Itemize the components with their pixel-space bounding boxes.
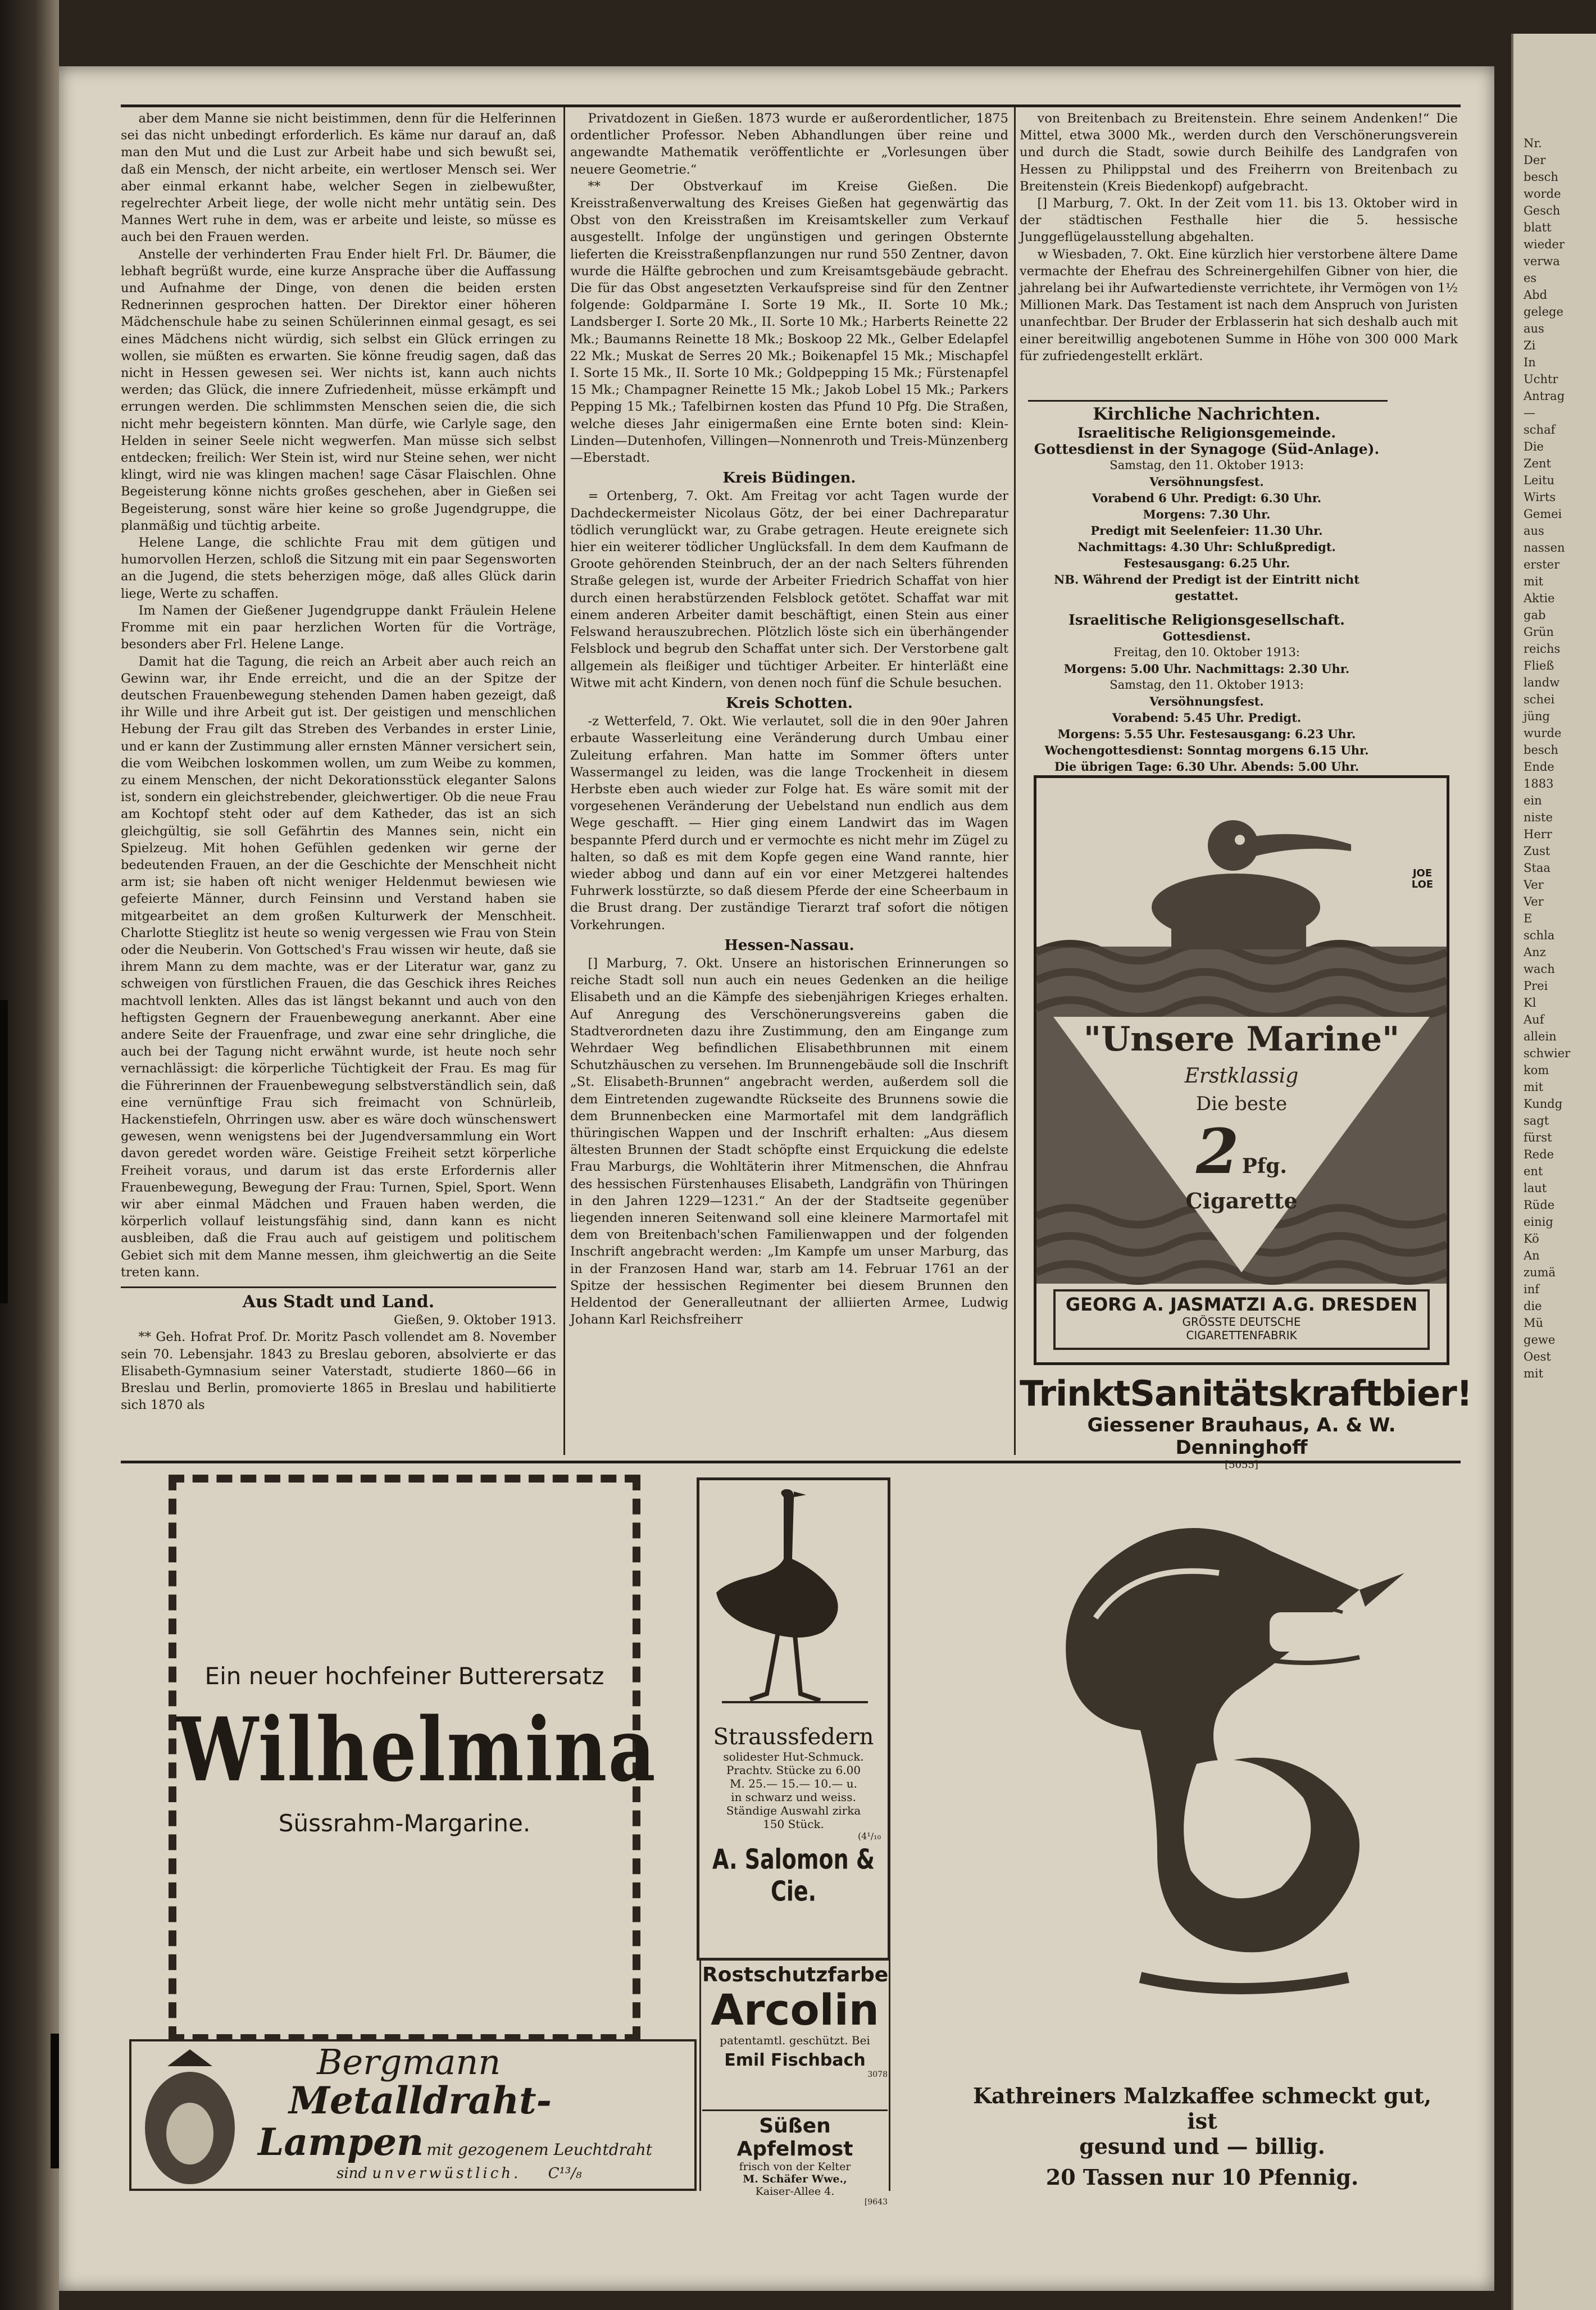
section-heading: Aus Stadt und Land. [242, 1292, 435, 1312]
wilhelmina-margarine-ad [169, 1475, 657, 2042]
next-page-line: Gesch [1524, 204, 1561, 217]
next-page-line: mit [1524, 1080, 1544, 1094]
beer-ad [1020, 1365, 1472, 1471]
ad-tagline: Ein neuer hochfeiner Butterersatz [204, 1662, 604, 1690]
article-paragraph: ** Der Obstverkauf im Kreise Gießen. Die Kreisstraßenverwaltung des Kreises Gießen hat gegenwärtig das Obst von den Kreisstraßen im Kreisamtskeller zum Verkauf ausgestellt. Infolge der ungünstigen und geringen Obsternte lieferten die Kreisstraßenpflanzungen nur rund 550 Zentner, davon wurde die Hälfte gebrochen und zum Kreisamtsgebäude gebracht. Die für das Obst angesetzten Verkaufspreise sind für den Zentner folgende: Goldparmäne I. Sorte 19 Mk., II. Sorte 10 Mk.; Landsberger I. Sorte 20 Mk., II. Sorte 10 Mk.; Harberts Reinette 22 Mk.; Baumanns Reinette 18 Mk.; Boskoop 22 Mk., Gelber Edelapfel 22 Mk.; Muskat de Serres 20 Mk.; Boikenapfel 15 Mk.; Mischapfel I. Sorte 15 Mk., II. Sorte 10 Mk.; Goldpepping 15 Mk.; Fürstenapfel 15 Mk.; Champagner Reinette 15 Mk.; Jakob Lobel 15 Mk.; Parkers Pepping 15 Mk.; Tafelbirnen kosten das Pfund 10 Pfg. Die Straßen, welche dieses Jahr einigermaßen eine Ernte boten sind: Klein-Linden—Dutenhofen, Villingen—Nonnenroth und Treis-Münzenberg—Eberstadt. [570, 179, 1008, 466]
next-page-line: verwa [1524, 254, 1560, 268]
ad-tagline: Die beste [1195, 1093, 1288, 1115]
article-paragraph: aber dem Manne sie nicht beistimmen, denn für die Helferinnen sei das nicht unbedingt erforderlich. Es käme nur darauf an, daß man den Mut und die Lust zur Arbeit habe und sich bewußt sei, daß ein Mensch, der nicht arbeite, ein wertloser Mensch sei. Wer aber einmal erkannt habe, welcher Segen in zielbewußter, regelrechter Arbeit liege, der wolle nicht mehr untätig sein. Des Mannes Wert ruhe in dem, was er arbeite und leiste, so müsse es auch bei den Frauen werden. [121, 111, 556, 245]
company-box [1053, 1289, 1430, 1350]
ad-tagline: Erstklassig [1184, 1065, 1299, 1088]
product-desc: mit gezogenem Leuchtdraht [426, 2140, 652, 2159]
service-time: Morgens: 7.30 Uhr. [1143, 507, 1271, 521]
article-paragraph: ** Geh. Hofrat Prof. Dr. Moritz Pasch vollendet am 8. November sein 70. Lebensjahr. 1843 zu Breslau geboren, absolvierte er das Elisabeth-Gymnasium seiner Vaterstadt, studierte 1860—66 in Breslau und Berlin, promovierte 1865 in Breslau und habilitierte sich 1870 als [121, 1330, 556, 1413]
product-line [258, 2120, 652, 2164]
article-paragraph: w Wiesbaden, 7. Okt. Eine kürzlich hier verstorbene ältere Dame vermachte der Ehefrau des Schreinergehilfen Gibner von hier, die jahrelang bei ihr Aufwartedienste verrichtete, ihr Vermögen von 1½ Millionen Mark. Das Testament ist nach dem Anspruch von Juristen unanfechtbar. Der Bruder der Erblasserin hat sich deshalb auch mit einer bereitwillig angebotenen Summe in Höhe von 300 000 Mark für zufriedengestellt erklärt. [1020, 247, 1458, 363]
next-page-line: Leitu [1524, 474, 1555, 487]
kathreiner-malt-coffee-ad [955, 1483, 1449, 2191]
next-page-line: Oest [1524, 1350, 1551, 1363]
column-2 [570, 110, 1008, 1328]
ad-line: Prachtv. Stücke zu 6.00 [726, 1763, 861, 1777]
slogan-line [337, 2165, 582, 2182]
next-page-line: inf [1524, 1283, 1540, 1296]
next-page-line: An [1524, 1249, 1540, 1262]
product-word: Lampen [258, 2120, 424, 2164]
next-page-line: schwier [1524, 1047, 1571, 1060]
article-paragraph: Damit hat die Tagung, die reich an Arbeit aber auch reich an Gewinn war, ihr Ende erreicht, und die an der Spitze der deutschen Frauenbewegung stehenden Damen haben gezeigt, daß ihr Wille und ihre Arbeit gut ist. Der geistigen und menschlichen Hebung der Frau gilt das Streben des Verbandes in erster Linie, und er kann der Zustimmung aller ernsten Männer versichert sein, die vom Weibchen loskommen wollen, um zum Weibe zu kommen, zu einem Menschen, der nicht Dekorationsstück eleganter Salons ist, sondern ein gleichstrebender, gleichwertiger. Ob die neue Frau am Kochtopf steht oder auf dem Katheder, das ist an sich gleichgültig, sie soll Gefährtin des Mannes sein, nicht ein Spielzeug. Mit hohen Gefühlen gedenken wir gerne der bedeutenden Frauen, an der die Geschichte der Menschheit nicht arm ist; sie haben oft nicht weniger Heldenmut bewiesen wie gefeierte Männer, durch Feinsinn und Verstand haben sie mitgearbeitet an dem großen Kulturwerk der Menschheit. Charlotte Stieglitz ist heute so wenig vergessen wie Frau von Stein oder die Neuberin. Von Gottsched's Frau wissen wir heute, daß sie ihrem Mann zu dem machte, was er der Literatur war, ganz zu schweigen von fürstlichen Frauen, die das Geschick ihres Reiches machtvoll lenkten. Alles das ist längst bekannt und auch von den heftigsten Gegnern der Frauenbewegung anerkannt. Aber eine andere Seite der Frauenfrage, und zwar eine sehr dringliche, die auch bei der Tagung nicht erwähnt wurde, ist heute noch sehr vernachlässigt: die körperliche Tüchtigkeit der Frau. Es mag für die Führerinnen der Frauenbewegung selbstverständlich sein, daß eine vernünftige Frau sich freimacht von Schnürleib, Hackenstiefeln, Ohrringen usw. aber es wäre doch wünschenswert gewesen, wenn wenigstens bei der Jugendversammlung ein Wort davon geredet worden wäre. Geistige Freiheit setzt körperliche Freiheit voraus, und darum ist das erste Erfordernis aller Frauenbewegung, Bewegung der Frau: Turnen, Spiel, Sport. Wenn wir aber einmal Mädchen und Frauen haben werden, die körperlich vollauf leistungsfähig sind, dann kann es nicht ausbleiben, daß die Frau auch auf geistigem und politischem Gebiet sich mit dem Manne messen, ihm gleichwertig an die Seite treten kann. [121, 654, 556, 1280]
ad-brand: Arcolin [711, 1985, 879, 2035]
ad-price: 20 Tassen nur 10 Pfennig. [1045, 2165, 1359, 2190]
next-page-line: wieder [1524, 238, 1565, 251]
column-2-paragraphs [570, 110, 1008, 466]
ad-line: Ständige Auswahl zirka [726, 1804, 861, 1817]
column-rule-1 [563, 107, 565, 1455]
ad-code: [9643 [864, 2198, 888, 2207]
section-heading: Kreis Schotten. [726, 694, 853, 712]
service-time: Vorabend: 5.45 Uhr. Predigt. [1112, 711, 1302, 725]
next-page-line: Antrag [1524, 389, 1565, 403]
next-page-line: Zust [1524, 844, 1550, 858]
horizontal-rule-top [121, 104, 1461, 107]
next-page-line: besch [1524, 170, 1558, 184]
next-page-line: ein [1524, 794, 1542, 807]
slogan-text: unverwüstlich. [372, 2165, 521, 2182]
service-time: Wochengottesdienst: Sonntag morgens 6.15 Uhr. [1044, 743, 1369, 757]
next-page-edge [1511, 34, 1596, 2310]
next-page-line: — [1524, 406, 1535, 420]
next-page-line: gab [1524, 608, 1546, 622]
next-page-line: Rüde [1524, 1198, 1555, 1212]
ad-rule [889, 1961, 890, 2191]
column-3-paragraphs [1020, 110, 1458, 365]
service-time: Predigt mit Seelenfeier: 11.30 Uhr. [1090, 524, 1323, 538]
next-page-line: wach [1524, 962, 1555, 976]
next-page-line: Rede [1524, 1148, 1554, 1161]
woman-portrait-illustration [134, 2044, 246, 2190]
next-page-line: Fließ [1524, 659, 1554, 672]
next-page-line: besch [1524, 743, 1558, 757]
next-page-line: Zent [1524, 457, 1551, 470]
ad-tagline: gesund und — billig. [1079, 2134, 1325, 2159]
service-time: Festesausgang: 6.25 Uhr. [1123, 556, 1290, 570]
section-rule [121, 1286, 556, 1288]
article-paragraph: von Breitenbach zu Breitenstein. Ehre seinem Andenken!“ Die Mittel, etwa 3000 Mk., werden durch den Verschönerungsverein und durch die Stadt, sowie durch Beihilfe des Landgrafen von Hessen zu Philippstal und des Freiherrn von Breitenbach zu Breitenstein (Kreis Biedenkopf) aufgebracht. [1020, 111, 1458, 194]
next-page-text [1524, 135, 1596, 1382]
company-name: GEORG A. JASMATZI A.G. DRESDEN [1065, 1294, 1418, 1315]
next-page-line: Zi [1524, 339, 1536, 352]
next-page-line: mit [1524, 575, 1544, 588]
ad-code: C¹³/₈ [548, 2165, 582, 2182]
ad-rule [699, 1961, 701, 2191]
article-paragraph: Privatdozent in Gießen. 1873 wurde er außerordentlicher, 1875 ordentlicher Professor. Neben Abhandlungen über reine und angewandte Mathematik veröffentlichte er „Vorlesungen über neuere Geometrie.“ [570, 111, 1008, 177]
ad-line: in schwarz und weiss. [731, 1790, 856, 1804]
next-page-line: schla [1524, 929, 1555, 942]
next-page-line: einig [1524, 1215, 1553, 1229]
ad-code: 3078 [867, 2070, 888, 2079]
community-name: Israelitische Religionsgemeinde. [1077, 425, 1336, 441]
next-page-line: Uchtr [1524, 372, 1558, 386]
article-paragraph: [] Marburg, 7. Okt. In der Zeit vom 11. bis 13. Oktober wird in der städtischen Festhalle hier die 5. hessische Junggeflügelausstellung abgehalten. [1020, 196, 1458, 245]
next-page-line: laut [1524, 1181, 1547, 1195]
next-page-line: blatt [1524, 221, 1552, 234]
next-page-line: kom [1524, 1063, 1549, 1077]
next-page-line: In [1524, 356, 1536, 369]
next-page-line: niste [1524, 811, 1553, 824]
ad-line: solidester Hut-Schmuck. [723, 1750, 864, 1763]
ad-line: 150 Stück. [763, 1817, 824, 1831]
next-page-line: es [1524, 271, 1537, 285]
ad-firm: Emil Fischbach [724, 2050, 866, 2070]
feast-name: Versöhnungsfest. [1149, 475, 1264, 489]
next-page-line: erster [1524, 558, 1560, 571]
next-page-line: aus [1524, 322, 1544, 335]
service-date: Samstag, den 11. Oktober 1913: [1110, 678, 1304, 692]
next-page-line: Die [1524, 440, 1544, 453]
ad-line: Kaiser-Allee 4. [755, 2185, 835, 2198]
next-page-line: Anz [1524, 945, 1546, 959]
community-name: Israelitische Religionsgesellschaft. [1068, 612, 1345, 628]
column-1 [121, 110, 556, 1413]
service-time: Morgens: 5.00 Uhr. Nachmittags: 2.30 Uhr. [1063, 662, 1350, 676]
bergmann-lamp-ad [129, 2039, 697, 2191]
dateline: Gießen, 9. Oktober 1913. [394, 1313, 556, 1328]
next-page-line: Ver [1524, 878, 1544, 892]
ostrich-illustration [699, 1480, 888, 1716]
feast-name: Versöhnungsfest. [1149, 694, 1264, 708]
ad-headline: Rostschutzfarbe [702, 1963, 889, 1986]
ad-headline: "Unsere Marine" [1083, 1020, 1400, 1059]
company-sub: GRÖSSTE DEUTSCHE [1182, 1315, 1301, 1329]
next-page-line: Mü [1524, 1316, 1544, 1330]
service-time: Nachmittags: 4.30 Uhr: Schlußpredigt. [1077, 540, 1336, 554]
next-page-line: Kl [1524, 996, 1536, 1010]
article-paragraph: Helene Lange, die schlichte Frau mit dem gütigen und humorvollen Herzen, schloß die Sitzung mit ein paar Segensworten an die Jugend, die stets beherzigen möge, daß alles Glück darin liege, Werte zu schaffen. [121, 535, 556, 601]
next-page-line: mit [1524, 1367, 1544, 1380]
next-page-line: Staa [1524, 861, 1550, 875]
next-page-line: allein [1524, 1030, 1557, 1043]
ostrich-feather-ad [697, 1477, 890, 1961]
service-date: Freitag, den 10. Oktober 1913: [1113, 645, 1300, 659]
next-page-line: Nr. [1524, 137, 1542, 150]
ad-product: Cigarette [1185, 1188, 1298, 1213]
price-unit: Pfg. [1242, 1154, 1287, 1178]
ad-product: Süssrahm-Margarine. [278, 1809, 531, 1837]
ad-line: M. Schäfer Wwe., [743, 2173, 847, 2185]
next-page-line: Gemei [1524, 507, 1562, 521]
next-page-line: die [1524, 1299, 1542, 1313]
next-page-line: Auf [1524, 1013, 1544, 1026]
next-page-line: jüng [1524, 710, 1550, 723]
next-page-line: Kundg [1524, 1097, 1563, 1111]
service-time: Morgens: 5.55 Uhr. Festesausgang: 6.23 Uhr. [1057, 727, 1356, 741]
black-tab [0, 1000, 8, 1303]
church-notices [1033, 406, 1381, 775]
article-paragraph: = Ortenberg, 7. Okt. Am Freitag vor acht Tagen wurde der Dachdeckermeister Nicolaus Götz, der bei einer Dachreparatur tödlich verunglückt war, zu Grabe getragen. Heute ereignete sich hier ein weiterer tödlicher Unglücksfall. In dem dem Kaufmann de Groote gehörenden Steinbruch, der an der nach Selters führenden Straße gelegen ist, wurde der Arbeiter Friedrich Schaffat von hier durch einen herabstürzenden Felsblock getötet. Schaffat war mit einem anderen Arbeiter damit beschäftigt, einen Stein aus einer Felswand herauszubrechen. Plötzlich löste sich ein überhängender Felsblock und begrub den Schaffat unter sich. Der Verstorbene galt allgemein als fleißiger und tüchtiger Arbeiter. Er hinterläßt eine Witwe mit acht Kindern, von denen noch fünf die Schule besuchen. [570, 489, 1008, 690]
service-time: Vorabend 6 Uhr. Predigt: 6.30 Uhr. [1092, 491, 1322, 505]
next-page-line: nassen [1524, 541, 1565, 554]
next-page-line: zumä [1524, 1266, 1556, 1279]
next-page-line: reichs [1524, 642, 1561, 656]
next-page-line: worde [1524, 187, 1561, 201]
column-3 [1020, 110, 1458, 365]
arcolin-paint-ad [702, 1963, 888, 2104]
marine-cigarette-ad [1034, 775, 1449, 1365]
article-paragraph: Im Namen der Gießener Jugendgruppe dankt Fräulein Helene Fromme mit ein paar herzlichen Worten für die Vorträge, besonders aber Frl. Helene Lange. [121, 603, 556, 652]
next-page-line: Wirts [1524, 490, 1556, 504]
next-page-line: Ver [1524, 895, 1544, 908]
next-page-line: Abd [1524, 288, 1548, 302]
ad-headline: Straussfedern [713, 1724, 874, 1750]
next-page-line: Grün [1524, 625, 1554, 639]
next-page-line: gewe [1524, 1333, 1556, 1347]
artist-signature: JOE LOE [1411, 867, 1434, 890]
service-location: Gottesdienst in der Synagoge (Süd-Anlage). [1034, 441, 1380, 457]
beer-brewery: Giessener Brauhaus, A. & W. Denninghoff [1087, 1414, 1396, 1459]
book-spine [0, 0, 59, 2310]
ad-line: frisch von der Kelter [739, 2161, 851, 2173]
ad-headline: Kathreiners Malzkaffee schmeckt gut, ist [972, 2083, 1432, 2134]
section-heading: Kreis Büdingen. [722, 470, 856, 487]
company-sub: CIGARETTENFABRIK [1186, 1329, 1297, 1342]
service-note: NB. Während der Predigt ist der Eintritt nicht gestattet. [1054, 572, 1359, 603]
next-page-line: Der [1524, 153, 1546, 167]
ad-line: patentamtl. geschützt. Bei [720, 2034, 870, 2047]
article-paragraph: [] Marburg, 7. Okt. Unsere an historischen Erinnerungen so reiche Stadt soll nun auch ein neues Gedenken an die heilige Elisabeth und an die Kämpfe des siebenjährigen Krieges erhalten. Auf Anregung des Verschönerungsvereins gaben die Stadtverordneten dazu ihre Zustimmung, den am Eingange zum Wehrdaer Weg befindlichen Elisabethbrunnen mit einem Schutzhäuschen zu versehen. Im Brunnengebäude soll die Inschrift „St. Elisabeth-Brunnen“ angebracht werden, außerdem soll die dem Eintretenden zugewandte Rückseite des Brunnens sowie die dem Brunnenbecken eine Marmortafel mit dem landgräflich thüringischen Wappen und der Inschrift erhalten: „Aus diesem ältesten Brunnen der Stadt schöpfte einst Erquickung die edelste Frau Marburgs, die Wohltäterin ihrer Mitmenschen, die Ahnfrau des hessischen Fürstenhauses Elisabeth, Landgräfin von Thüringen in den Jahren 1229—1231.“ An der der Stadtseite gegenüber liegenden inneren Seitenwand soll eine kleinere Marmortafel mit dem von Breitenbach'schen Familienwappen und der folgenden Inschrift angebracht werden: „Im Kampfe um unser Marburg, das in der Franzosen Hand war, starb am 14. Februar 1761 an der Spitze der hessischen Regimenter bei diesem Brunnen den Heldentod der Generalleutnant der alliierten Armee, Ludwig Johann Karl Reichsfreiherr [570, 956, 1008, 1327]
church-title: Kirchliche Nachrichten. [1093, 404, 1321, 424]
next-page-line: 1883 [1524, 777, 1554, 790]
service-label: Gottesdienst. [1162, 629, 1251, 643]
next-page-line: Aktie [1524, 592, 1555, 605]
next-page-line: gelege [1524, 305, 1563, 319]
column-1-paragraphs [121, 110, 556, 1281]
ad-code: [5055] [1225, 1459, 1258, 1471]
next-page-line: wurde [1524, 726, 1562, 740]
church-rule [1028, 400, 1388, 402]
next-page-line: aus [1524, 524, 1544, 538]
next-page-line: fürst [1524, 1131, 1552, 1144]
service-time: Die übrigen Tage: 6.30 Uhr. Abends: 5.00 Uhr. [1054, 760, 1359, 774]
next-page-line: landw [1524, 676, 1560, 689]
next-page-line: Prei [1524, 979, 1548, 993]
section-heading: Hessen-Nassau. [724, 936, 854, 954]
ad-headline: Süßen Apfelmost [736, 2115, 853, 2161]
product-name: Metalldraht- [289, 2079, 552, 2122]
beer-headline: TrinktSanitätskraftbier! [1020, 1373, 1472, 1414]
brand-name: Bergmann [317, 2041, 501, 2082]
article-paragraph: -z Wetterfeld, 7. Okt. Wie verlautet, soll die in den 90er Jahren erbaute Wasserleitung eine Veränderung durch Umbau einer Zuleitung erfahren. Man hatte im Sommer öfters unter Wassermangel zu leiden, was die lange Trockenheit in diesem Herbste eben auch wieder zur Folge hat. Es wäre somit mit der vorgesehenen Veränderung der Uebelstand nun endlich aus dem Wege geschafft. — Hier ging einem Landwirt das im Wagen bespannte Pferd durch und er vermochte es nicht mehr im Zügel zu halten, so daß es mit dem Kopfe gegen eine Wand rannte, hier wieder abbog und dann auf ein vor einer Metzgerei haltendes Fuhrwerk losstürzte, so daß diesem Pferde der eine Scheerbaum in die Brust drang. Der zuständige Tierarzt traf sofort die nötigen Vorkehrungen. [570, 714, 1008, 933]
slogan-word: sind [337, 2165, 368, 2182]
next-page-line: schei [1524, 693, 1555, 706]
next-page-line: Kö [1524, 1232, 1539, 1245]
coffee-bird-illustration [955, 1483, 1449, 2079]
ad-code: (4¹/₁₀ [857, 1831, 881, 1841]
ad-brand: Wilhelmina [176, 1698, 657, 1802]
column-rule-2 [1014, 107, 1016, 1455]
ad-firm: A. Salomon & Cie. [712, 1843, 875, 1908]
service-date: Samstag, den 11. Oktober 1913: [1110, 458, 1304, 472]
price-number: 2 [1196, 1115, 1239, 1188]
apple-cider-ad [702, 2109, 888, 2207]
next-page-line: E [1524, 912, 1533, 925]
next-page-line: ent [1524, 1165, 1543, 1178]
next-page-line: sagt [1524, 1114, 1549, 1127]
next-page-line: Ende [1524, 760, 1554, 774]
ad-price [1036, 1115, 1447, 1188]
ad-line: M. 25.— 15.— 10.— u. [730, 1777, 857, 1790]
article-paragraph: Anstelle der verhinderten Frau Ender hielt Frl. Dr. Bäumer, die lebhaft begrüßt wurde, eine kurze Ansprache über die Auffassung und Aufnahme der Dinge, von denen die beiden ersten Rednerinnen gesprochen hatten. Der Direktor einer höheren Mädchenschule habe zu seinen Schülerinnen einmal gesagt, es sei eines Mädchens nicht würdig, sich selbst ein Glück erringen zu wollen, sie müßten es erwarten. Sie könne freudig sagen, daß das nicht in Hessen gewesen sei. Wer nichts ist, kann auch nichts werden; das Glück, die innere Zufriedenheit, müsse erkämpft und errungen werden. Die schlimmsten Menschen seien die, die sich nicht mehr begeistern könnten. Man dürfe, wie Carlyle sage, den Helden in seiner Seele nicht wegwerfen. Man müsse sich selbst entdecken; freilich: Wer Stein ist, wird nur Steine sehen, wer nicht klingt, wird nie was klingen machen! sage Cäsar Flaischlen. Ohne Begeisterung könne nichts großes geschehen, aber in Gießen sei Begeisterung, sonst wäre hier keine so große Jugendgruppe, die planmäßig und tüchtig arbeite. [121, 247, 556, 533]
next-page-line: schaf [1524, 423, 1556, 436]
next-page-line: Herr [1524, 827, 1552, 841]
